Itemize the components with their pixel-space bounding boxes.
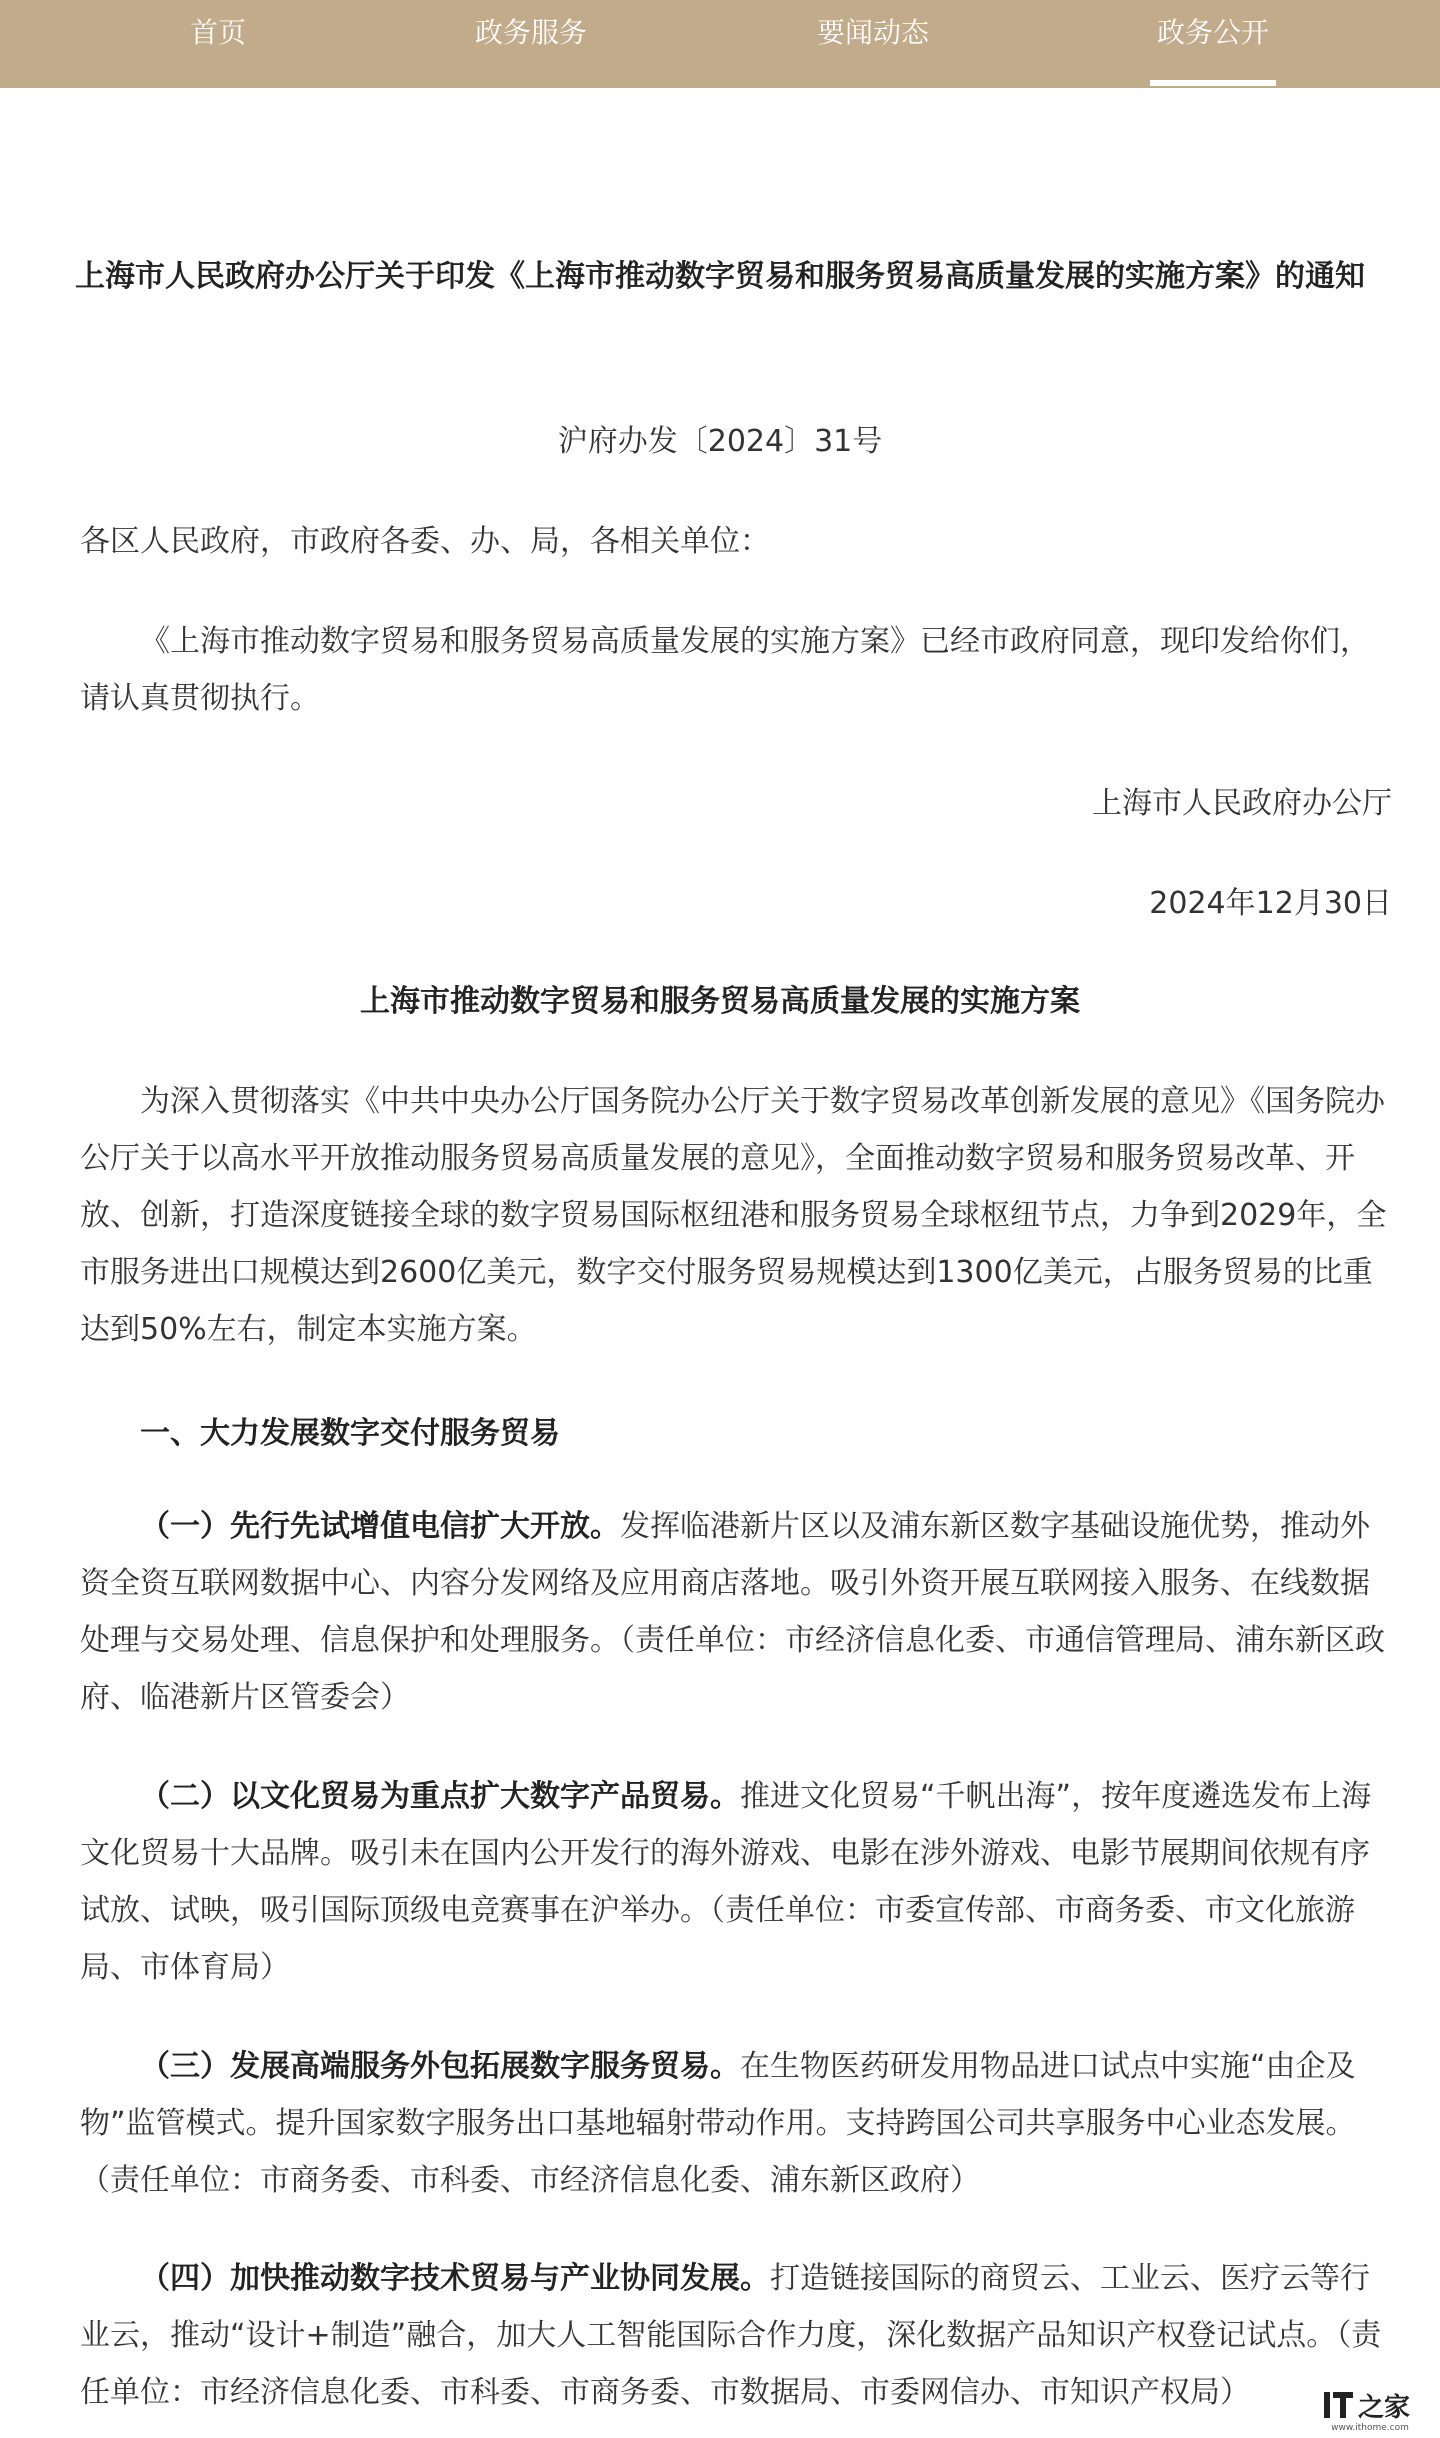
ithome-watermark xyxy=(1322,2388,1412,2434)
item-body: 发挥临港新片区以及浦东新区数字基础设施优势，推动外资全资互联网数据中心、内容分发网络及应用商店落地。吸引外资开展互联网接入服务、在线数据处理与交易处理、信息保护和处理服务。（责任单位：市经济信息化委、市通信管理局、浦东新区政府、临港新片区管委会） xyxy=(80,1509,1385,1715)
watermark-url: www.ithome.com xyxy=(1331,2423,1409,2433)
issuer: 上海市人民政府办公厅 xyxy=(1092,786,1392,821)
item-paragraph xyxy=(80,2250,1390,2421)
nav-item-news[interactable]: 要闻动态 xyxy=(816,16,929,49)
salutation: 各区人民政府，市政府各委、办、局，各相关单位： xyxy=(80,524,770,559)
item-body: 打造链接国际的商贸云、工业云、医疗云等行业云，推动“设计+制造”融合，加大人工智能国际合作力度，深化数据产品知识产权登记试点。（责任单位：市经济信息化委、市科委、市商务委、市数据局、市委网信办、市知识产权局） xyxy=(80,2261,1382,2410)
notice-paragraph: 《上海市推动数字贸易和服务贸易高质量发展的实施方案》已经市政府同意，现印发给你们，请认真贯彻执行。 xyxy=(80,624,1370,716)
item-heading: （二）以文化贸易为重点扩大数字产品贸易。 xyxy=(140,1779,740,1814)
nav-item-gov-open[interactable]: 政务公开 xyxy=(1128,0,1298,88)
section-heading: 一、大力发展数字交付服务贸易 xyxy=(140,1416,560,1451)
item-paragraph xyxy=(80,2038,1390,2209)
nav-item-services[interactable]: 政务服务 xyxy=(474,16,587,49)
item-heading: （三）发展高端服务外包拓展数字服务贸易。 xyxy=(140,2049,740,2084)
plan-title: 上海市推动数字贸易和服务贸易高质量发展的实施方案 xyxy=(360,984,1080,1019)
issue-date: 2024年12月30日 xyxy=(1149,886,1392,921)
item-body: 在生物医药研发用物品进口试点中实施“由企及物”监管模式。提升国家数字服务出口基地辐射带动作用。支持跨国公司共享服务中心业态发展。（责任单位：市商务委、市科委、市经济信息化委、浦东新区政府） xyxy=(80,2049,1356,2198)
intro-paragraph: 为深入贯彻落实《中共中央办公厅国务院办公厅关于数字贸易改革创新发展的意见》《国务院办公厅关于以高水平开放推动服务贸易高质量发展的意见》，全面推动数字贸易和服务贸易改革、开放、创新，打造深度链接全球的数字贸易国际枢纽港和服务贸易全球枢纽节点，力争到2029年，全市服务进出口规模达到2600亿美元，数字交付服务贸易规模达到1300亿美元，占服务贸易的比重达到50%左右，制定本实施方案。 xyxy=(80,1084,1387,1347)
item-paragraph xyxy=(80,1498,1390,1726)
item-heading: （四）加快推动数字技术贸易与产业协同发展。 xyxy=(140,2261,770,2296)
ithome-logo-icon xyxy=(1322,2388,1412,2422)
document-number: 沪府办发〔2024〕31号 xyxy=(557,424,883,459)
nav-item-home[interactable]: 首页 xyxy=(189,16,246,49)
document-title: 上海市人民政府办公厅关于印发《上海市推动数字贸易和服务贸易高质量发展的实施方案》的通知 xyxy=(75,259,1365,294)
item-heading: （一）先行先试增值电信扩大开放。 xyxy=(140,1509,620,1544)
top-nav xyxy=(0,0,1440,88)
item-body: 推进文化贸易“千帆出海”，按年度遴选发布上海文化贸易十大品牌。吸引未在国内公开发行的海外游戏、电影在涉外游戏、电影节展期间依规有序试放、试映，吸引国际顶级电竞赛事在沪举办。（责任单位：市委宣传部、市商务委、市文化旅游局、市体育局） xyxy=(80,1779,1372,1985)
item-paragraph xyxy=(80,1768,1390,1996)
svg-text:之家: 之家 xyxy=(1358,2393,1411,2422)
